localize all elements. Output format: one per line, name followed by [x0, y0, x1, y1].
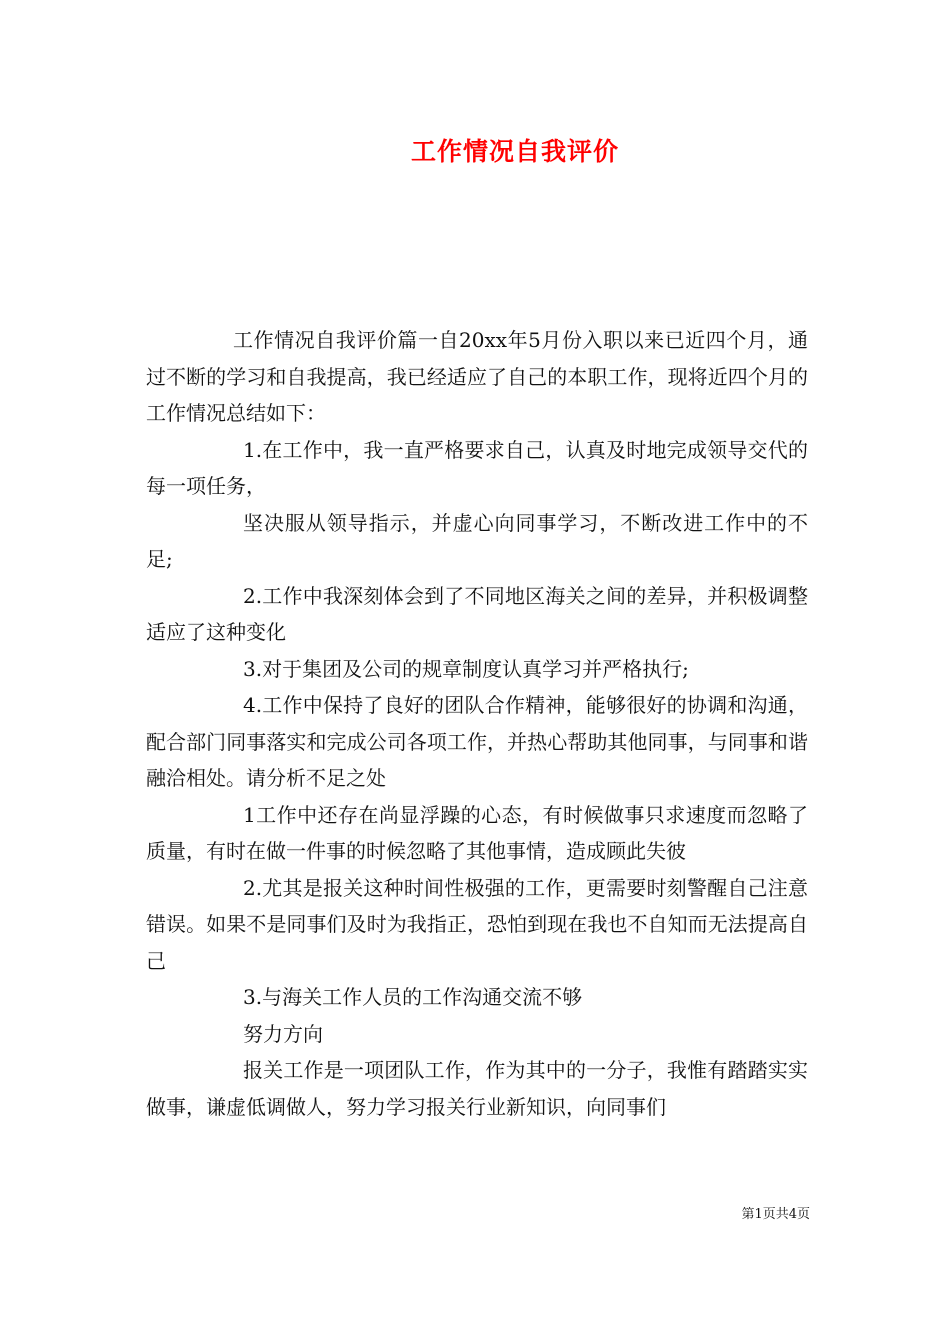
document-body — [146, 322, 808, 1125]
paragraph-item-1: 1.在工作中，我一直严格要求自己，认真及时地完成领导交代的每一项任务， — [146, 437, 808, 498]
paragraph-item-4: 4.工作中保持了良好的团队合作精神，能够很好的协调和沟通，配合部门同事落实和完成公司各项工作，并热心帮助其他同事，与同事和谐融洽相处。请分析不足之处 — [146, 693, 808, 790]
paragraph-shortcoming-1: 1工作中还存在尚显浮躁的心态，有时候做事只求速度而忽略了质量，有时在做一件事的时候忽略了其他事情，造成顾此失彼 — [146, 802, 808, 863]
document-title: 工作情况自我评价 — [410, 137, 619, 166]
paragraph-direction: 报关工作是一项团队工作，作为其中的一分子，我惟有踏踏实实做事，谦虚低调做人，努力学习报关行业新知识，向同事们 — [146, 1058, 808, 1119]
paragraph-intro: 工作情况自我评价篇一自20xx年5月份入职以来已近四个月，通过不断的学习和自我提高，我已经适应了自己的本职工作，现将近四个月的工作情况总结如下： — [146, 328, 808, 425]
paragraph-item-2: 2.工作中我深刻体会到了不同地区海关之间的差异，并积极调整适应了这种变化 — [146, 583, 808, 644]
page-number-footer: 第1页共4页 — [741, 1207, 810, 1222]
paragraph-shortcoming-3: 3.与海关工作人员的工作沟通交流不够 — [243, 985, 583, 1009]
paragraph-item-3: 3.对于集团及公司的规章制度认真学习并严格执行; — [243, 656, 689, 681]
paragraph-direction-heading: 努力方向 — [243, 1021, 323, 1046]
paragraph-shortcoming-2: 2.尤其是报关这种时间性极强的工作，更需要时刻警醒自己注意错误。如果不是同事们及时为我指正，恐怕到现在我也不自知而无法提高自己 — [146, 875, 808, 973]
paragraph-item-1-cont: 坚决服从领导指示，并虚心向同事学习，不断改进工作中的不足; — [146, 510, 808, 571]
